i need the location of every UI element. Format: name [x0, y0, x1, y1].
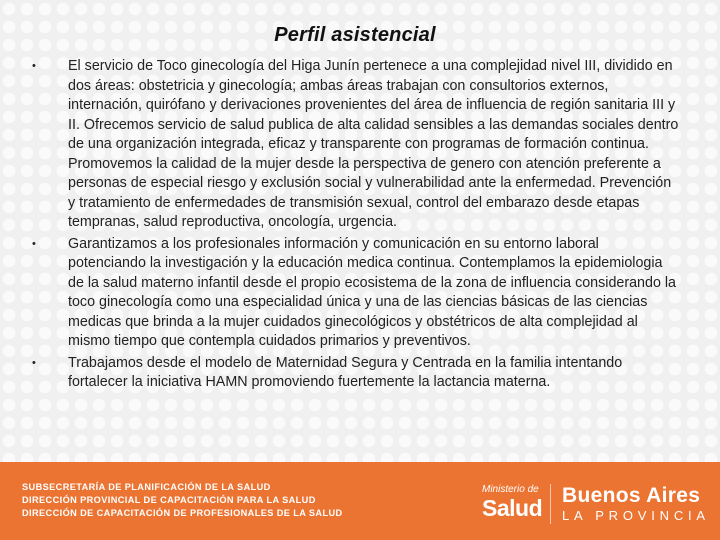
- footer-line-direccion-provincial: DIRECCIÓN PROVINCIAL DE CAPACITACIÓN PARA LA SALUD: [22, 495, 316, 505]
- footer-line-direccion-capacitacion: DIRECCIÓN DE CAPACITACIÓN DE PROFESIONALES DE LA SALUD: [22, 508, 343, 518]
- bullet-text: Trabajamos desde el modelo de Maternidad Segura y Centrada en la familia intentando fortalecer la iniciativa HAMN promoviendo fuertemente la lactancia materna.: [68, 354, 623, 390]
- bullet-text: El servicio de Toco ginecología del Higa Junín pertenece a una complejidad nivel III, dividido en dos áreas: obstetricia y ginecología; ambas áreas trabajan con consultorios externos, internación, quirófano y derivaciones provenientes del área de influencia de región sanitaria III y II. Ofrecemos servicio de salud publica de alta calidad sensibles a las demandas sociales dentro de una organización integrada, eficaz y transparente con programas de formación continua. Promovemos la calidad de la mujer desde la perspectiva de genero con atención preferente a personas de especial riesgo y exclusión social y vulnerabilidad ante la enfermedad. Prevención y tratamiento de enfermedades de transmisión sexual, control del embarazo desde etapas tempranas, salud reproductiva, oncología, urgencia.: [68, 58, 679, 230]
- footer-line-subsecretaria: SUBSECRETARÍA DE PLANIFICACIÓN DE LA SALUD: [22, 482, 271, 492]
- bullet-dot-icon: •: [32, 356, 36, 369]
- bullet-dot-icon: •: [32, 60, 36, 72]
- bullet-dot-icon: •: [32, 237, 36, 250]
- slide-title: Perfil asistencial: [274, 24, 436, 46]
- footer-bar: [0, 462, 720, 540]
- bullet-item: [30, 57, 680, 233]
- buenos-aires-label: Buenos Aires: [562, 484, 701, 507]
- bullet-text: Garantizamos a los profesionales información y comunicación en su entorno laboral potenciando la investigación y la educación medica continua. Contemplamos la epidemiologia de la salud materno infantil desde el propio ecosistema de la zona de influencia considerando la toco ginecología como una especialidad única y una de las ciencias básicas de las ciencias medicas que brinda a la mujer cuidados ginecológicos y obstétricos de alta complejidad al mismo tiempo que contempla cuidados primarios y preventivos.: [68, 235, 677, 349]
- buenos-aires-logo: [562, 484, 710, 524]
- bullet-item: [30, 354, 680, 393]
- bullet-item: [30, 235, 680, 352]
- la-provincia-label: LA PROVINCIA: [562, 508, 710, 523]
- ministerio-label: Ministerio de: [482, 484, 539, 495]
- salud-label: Salud: [482, 495, 543, 521]
- logo-divider: [550, 484, 551, 524]
- footer-org-lines: [22, 481, 343, 520]
- ministerio-salud-logo: [482, 484, 542, 520]
- bullet-list: [30, 57, 680, 393]
